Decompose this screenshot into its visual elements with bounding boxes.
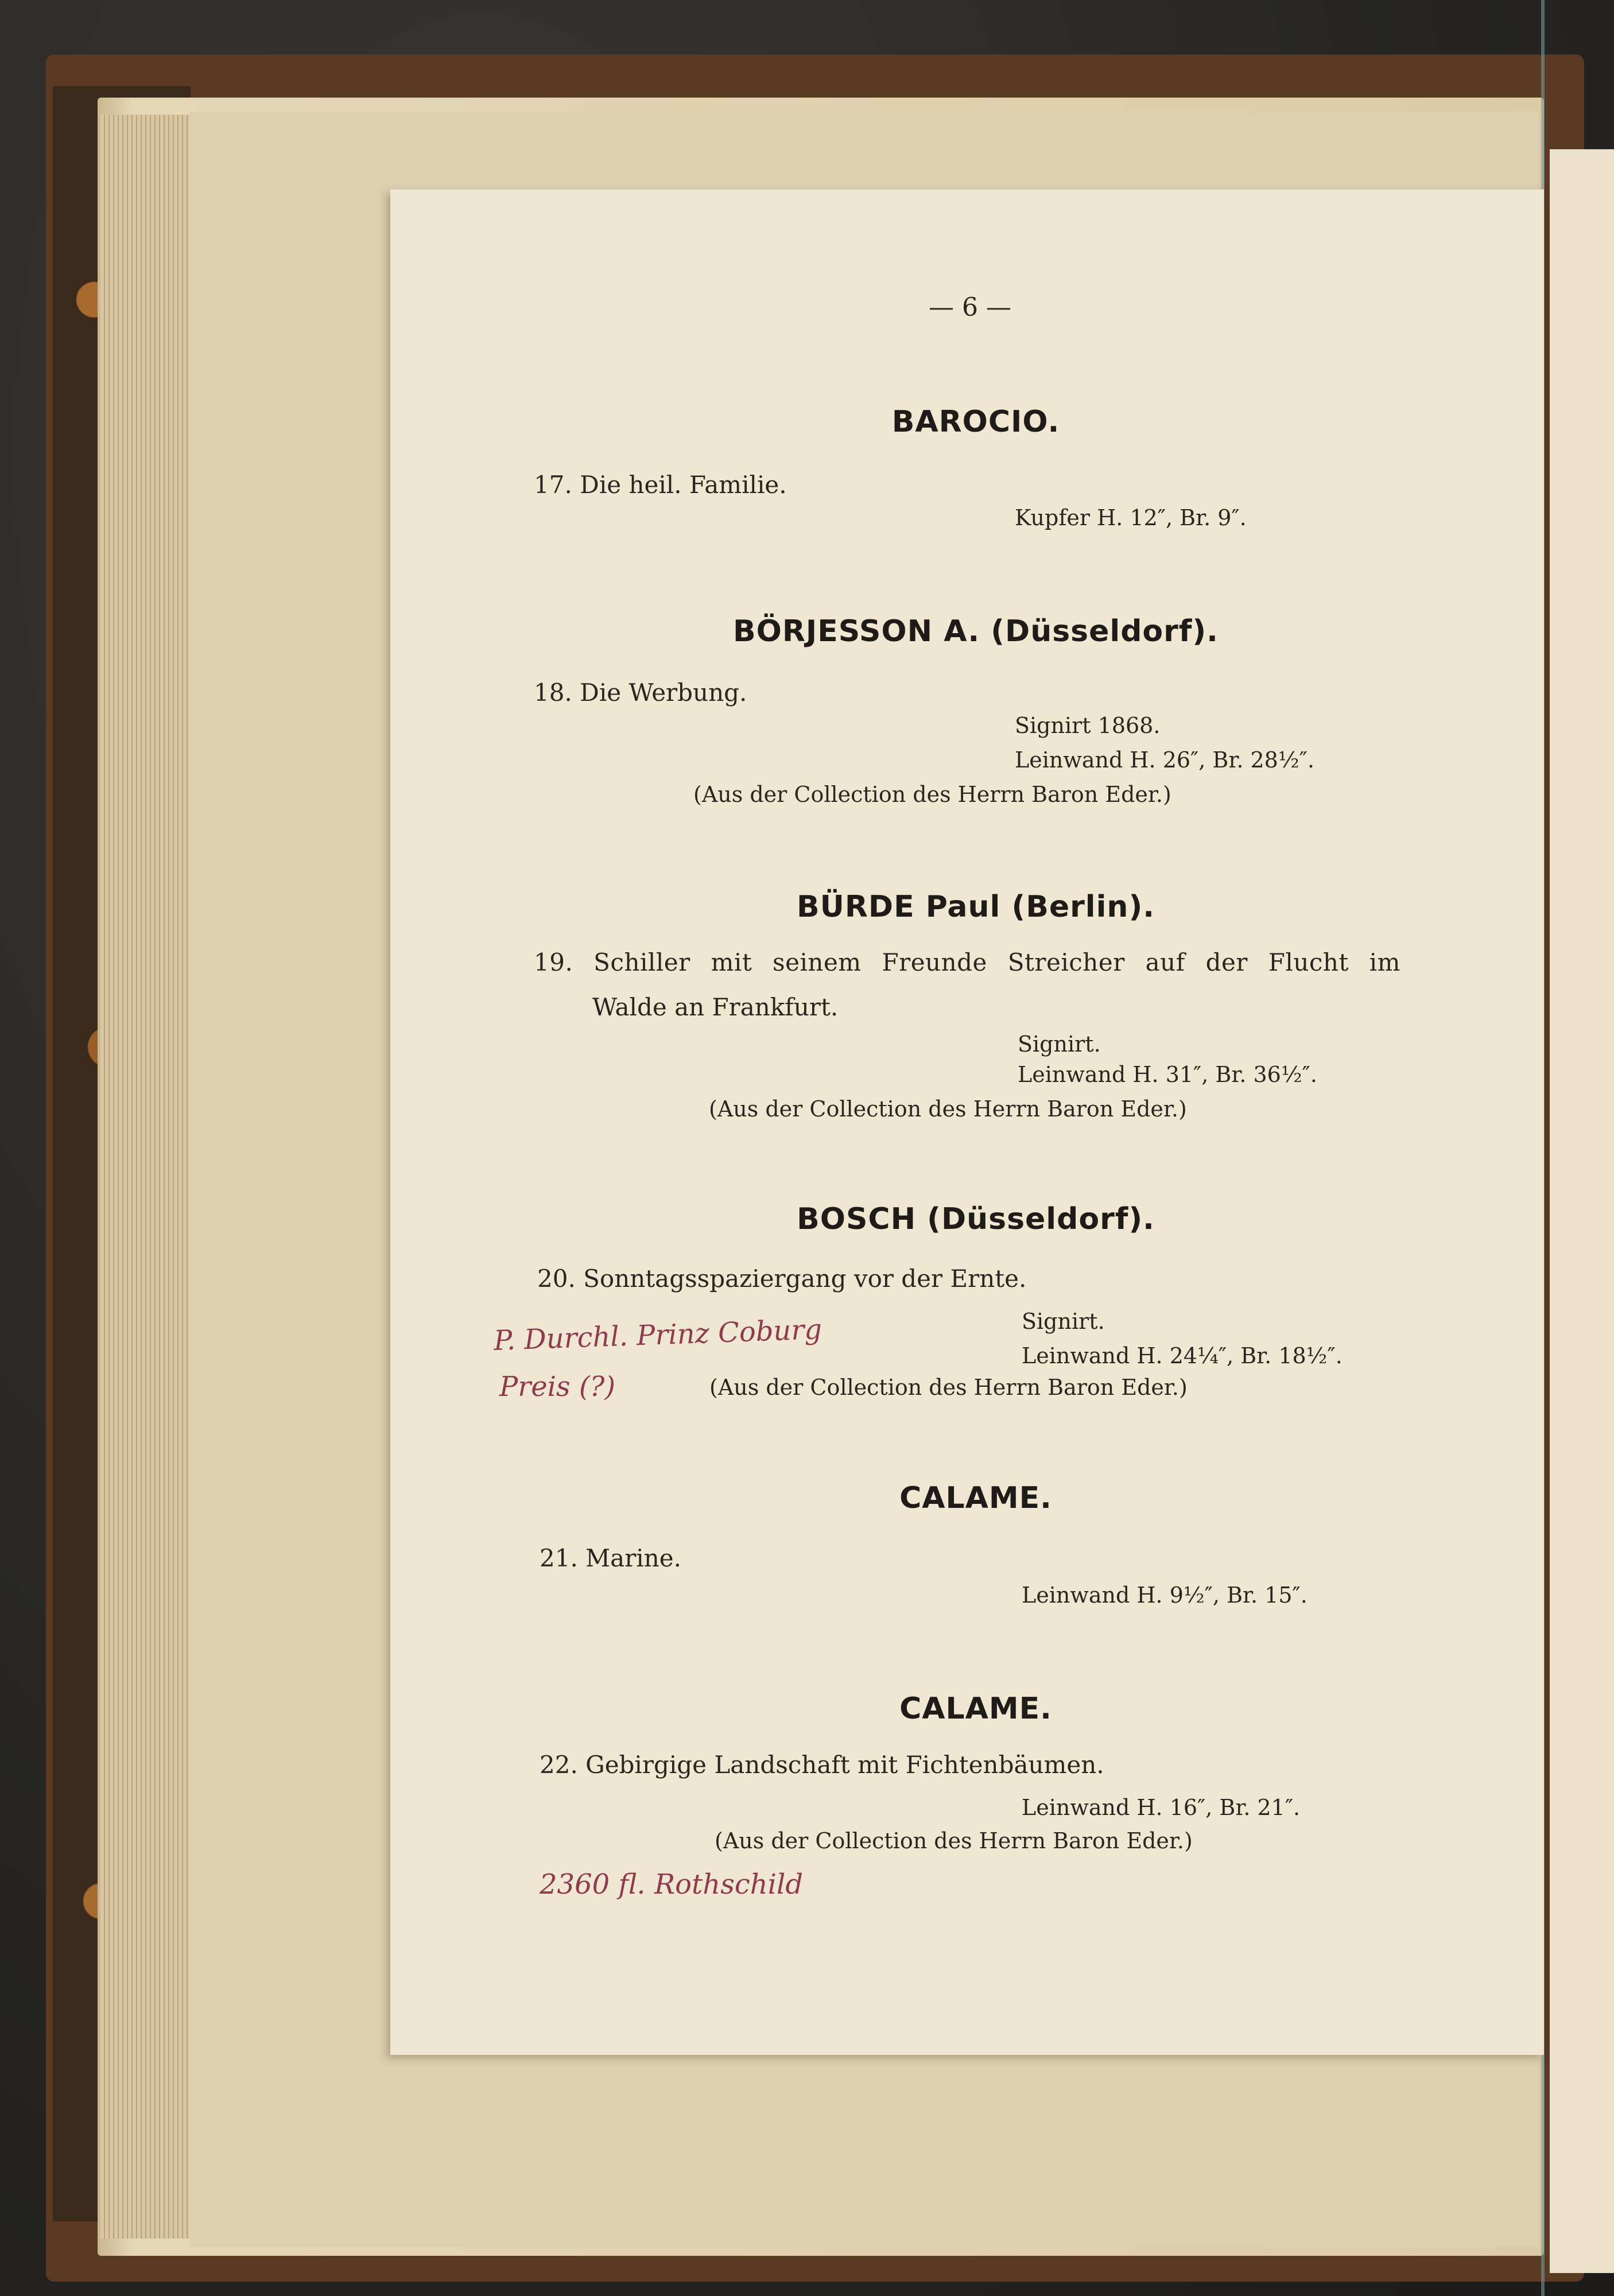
entry-provenance: (Aus der Collection des Herrn Baron Eder.) — [709, 1096, 1187, 1122]
entry-detail: Leinwand H. 26″, Br. 28½″. — [1015, 747, 1314, 773]
handwritten-annotation: 2360 fl. Rothschild — [540, 1868, 804, 1901]
entry-detail: Kupfer H. 12″, Br. 9″. — [1015, 505, 1247, 530]
entry-detail: Leinwand H. 16″, Br. 21″. — [1022, 1795, 1301, 1820]
entry-detail: Leinwand H. 9½″, Br. 15″. — [1022, 1583, 1308, 1608]
catalogue-entry-continuation: Walde an Frankfurt. — [592, 993, 839, 1021]
entry-detail: Signirt 1868. — [1015, 713, 1161, 738]
catalogue-entry: 18. Die Werbung. — [534, 678, 747, 707]
artist-heading: CALAME. — [899, 1481, 1052, 1515]
entry-provenance: (Aus der Collection des Herrn Baron Eder.) — [693, 782, 1171, 807]
catalogue-entry: 22. Gebirgige Landschaft mit Fichtenbäumen. — [540, 1751, 1104, 1779]
entry-detail: Leinwand H. 31″, Br. 36½″. — [1018, 1062, 1317, 1087]
catalogue-entry: 21. Marine. — [540, 1544, 681, 1572]
handwritten-annotation: P. Durchl. Prinz Coburg — [493, 1313, 822, 1357]
entry-detail: Leinwand H. 24¼″, Br. 18½″. — [1022, 1343, 1343, 1368]
entry-detail: Signirt. — [1022, 1309, 1105, 1334]
artist-heading: BAROCIO. — [891, 405, 1060, 439]
entry-detail: Signirt. — [1018, 1031, 1101, 1057]
catalogue-entry: 19. Schiller mit seinem Freunde Streicher auf der Flucht im — [534, 948, 1400, 976]
page-number: — 6 — — [929, 293, 1011, 322]
artist-heading: BÖRJESSON A. (Düsseldorf). — [733, 614, 1219, 649]
artist-heading: BÜRDE Paul (Berlin). — [797, 890, 1155, 924]
catalogue-entry: 17. Die heil. Familie. — [534, 471, 787, 499]
handwritten-annotation: Preis (?) — [499, 1371, 616, 1403]
artist-heading: CALAME. — [899, 1692, 1052, 1726]
entry-provenance: (Aus der Collection des Herrn Baron Eder.) — [715, 1828, 1193, 1853]
catalogue-entry: 20. Sonntagsspaziergang vor der Ernte. — [537, 1265, 1027, 1293]
artist-heading: BOSCH (Düsseldorf). — [797, 1202, 1155, 1236]
page-edges — [100, 115, 198, 2239]
entry-provenance: (Aus der Collection des Herrn Baron Eder.) — [709, 1375, 1188, 1400]
facing-page-edge — [1550, 149, 1614, 2273]
